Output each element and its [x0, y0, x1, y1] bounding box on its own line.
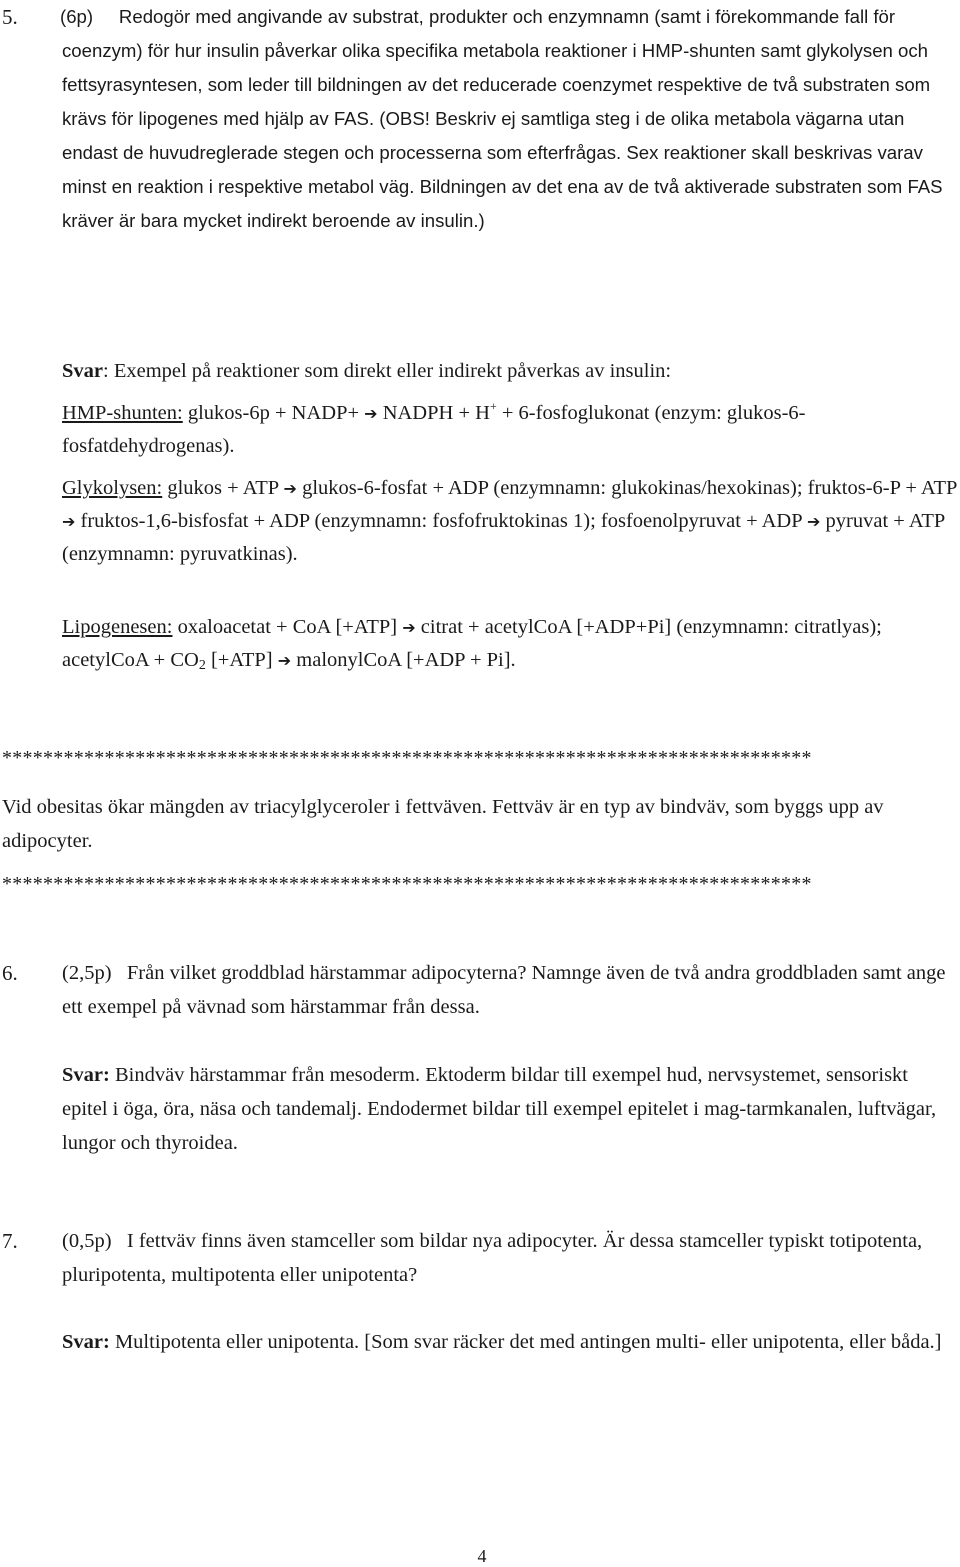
lipogenesis-heading: Lipogenesen:	[62, 616, 173, 638]
question-6-points: (2,5p)	[62, 962, 112, 984]
arrow-icon: ➔	[62, 512, 76, 531]
question-5-body: Redogör med angivande av substrat, produkter och enzymnamn (samt i förekommande fall för coenzym) för hur insulin påverkar olika specifika metabola reaktioner i HMP-shunten samt glykolysen och fettsyrasyntesen, som leder till bildningen av det reducerade coenzymet respektive de två substraten som krävs för lipogenes med hjälp av FAS. (OBS! Beskriv ej samtliga steg i de olika metabola vägarna utan endast de huvudreglerade stegen och processerna som efterfrågas. Sex reaktioner skall beskrivas varav minst en reaktion i respektive metabol väg. Bildningen av det ena av de två aktiverade substraten som FAS kräver är bara mycket indirekt beroende av insulin.)	[62, 6, 943, 231]
answer-7-label: Svar:	[62, 1331, 110, 1353]
hmp-heading: HMP-shunten:	[62, 402, 183, 424]
answer-6: Svar: Bindväv härstammar från mesoderm. Ektoderm bildar till exempel hud, nervsystemet, sensoriskt epitel i öga, öra, näsa och tandemalj. Endodermet bildar till exempel epitelet i mag-tarmkanalen, luftvägar, lungor och thyroidea.	[62, 1064, 937, 1154]
question-7-points: (0,5p)	[62, 1230, 112, 1252]
question-5-text	[62, 0, 958, 238]
question-6-text: (2,5p) Från vilket groddblad härstammar adipocyterna? Namnge även de två andra groddbladen samt ange ett exempel på vävnad som härstammar från dessa.	[62, 962, 946, 1018]
divider-top: *******************************************************************************	[2, 747, 812, 769]
arrow-icon: ➔	[807, 512, 821, 531]
answer-5-intro: Svar: Exempel på reaktioner som direkt eller indirekt påverkas av insulin:	[62, 360, 672, 382]
arrow-icon: ➔	[283, 479, 297, 498]
hmp-shunt-reaction: HMP-shunten: glukos-6p + NADP+ ➔ NADPH + H+ + 6-fosfoglukonat (enzym: glukos-6-fosfatdehydrogenas).	[62, 399, 806, 457]
question-5-number: 5.	[2, 5, 18, 29]
arrow-icon: ➔	[277, 651, 292, 670]
arrow-icon: ➔	[402, 618, 416, 637]
question-7-number: 7.	[2, 1229, 18, 1253]
question-6-number: 6.	[2, 961, 18, 985]
obesity-note: Vid obesitas ökar mängden av triacylglyceroler i fettväven. Fettväv är en typ av bindväv, som byggs upp av adipocyter.	[2, 796, 884, 852]
answer-7: Svar: Multipotenta eller unipotenta. [Som svar räcker det med antingen multi- eller unipotenta, eller båda.]	[62, 1331, 942, 1353]
answer-5	[62, 355, 958, 387]
question-5-points: (6p)	[60, 6, 94, 27]
question-7-text: (0,5p) I fettväv finns även stamceller som bildar nya adipocyter. Är dessa stamceller typiskt totipotenta, pluripotenta, multipotenta eller unipotenta?	[62, 1230, 923, 1286]
glycolysis-heading: Glykolysen:	[62, 477, 163, 499]
answer-label: Svar	[62, 360, 103, 382]
arrow-icon: ➔	[364, 404, 378, 423]
glycolysis-reactions: Glykolysen: glukos + ATP ➔ glukos-6-fosfat + ADP (enzymnamn: glukokinas/hexokinas); fruktos-6-P + ATP ➔ fruktos-1,6-bisfosfat + ADP (enzymnamn: fosfofruktokinas 1); fosfoenolpyruvat + ADP ➔ pyruvat + ATP (enzymnamn: pyruvatkinas).	[62, 477, 957, 565]
page-number: 4	[477, 1546, 487, 1566]
answer-6-label: Svar:	[62, 1064, 110, 1086]
lipogenesis-reactions: Lipogenesen: oxaloacetat + CoA [+ATP] ➔ citrat + acetylCoA [+ADP+Pi] (enzymnamn: citratlyas); acetylCoA + $CO_2$ [+ATP] ➔ malonylCoA [+ADP + Pi].	[62, 616, 882, 673]
divider-bottom: *******************************************************************************	[2, 873, 812, 895]
